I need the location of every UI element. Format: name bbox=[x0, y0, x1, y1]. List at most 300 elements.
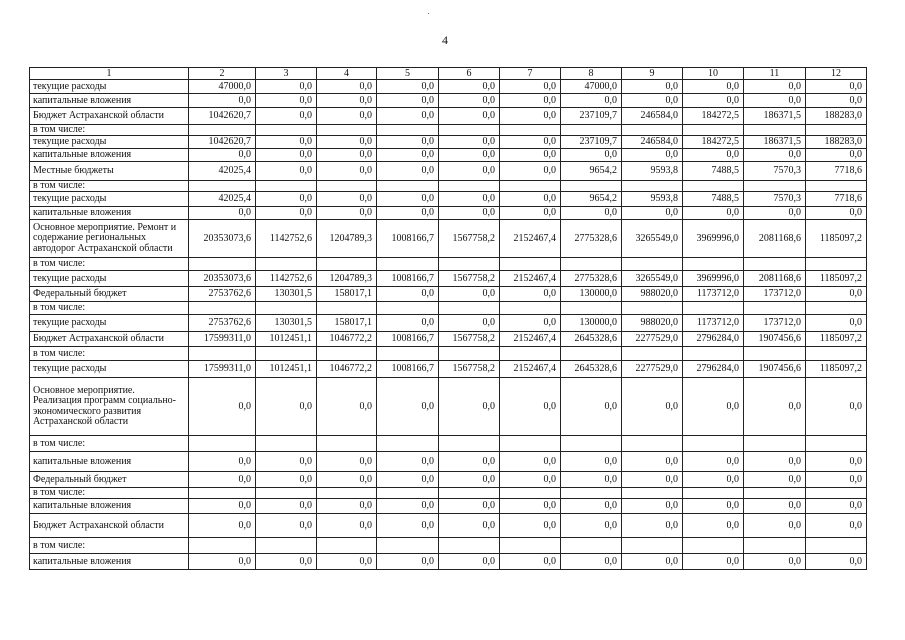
table-cell bbox=[500, 347, 561, 361]
table-cell bbox=[622, 302, 683, 315]
table-row bbox=[30, 361, 867, 378]
row-label: в том числе: bbox=[30, 436, 189, 452]
table-cell: 0,0 bbox=[439, 80, 500, 94]
table-row bbox=[30, 271, 867, 287]
table-cell: 0,0 bbox=[317, 192, 377, 207]
table-cell: 0,0 bbox=[500, 80, 561, 94]
table-cell: 186371,5 bbox=[744, 108, 806, 125]
table-cell: 188283,0 bbox=[806, 108, 867, 125]
table-cell: 3969996,0 bbox=[683, 220, 744, 258]
table-cell: 0,0 bbox=[439, 94, 500, 108]
table-cell: 0,0 bbox=[500, 554, 561, 570]
table-cell: 0,0 bbox=[377, 472, 439, 488]
table-cell: 3969996,0 bbox=[683, 271, 744, 287]
table-cell bbox=[683, 488, 744, 499]
table-cell: 0,0 bbox=[500, 499, 561, 514]
table-cell: 1008166,7 bbox=[377, 220, 439, 258]
table-cell bbox=[683, 302, 744, 315]
table-cell: 1142752,6 bbox=[256, 271, 317, 287]
table-cell: 1567758,2 bbox=[439, 220, 500, 258]
table-cell: 2081168,6 bbox=[744, 271, 806, 287]
table-cell bbox=[744, 538, 806, 554]
table-cell: 0,0 bbox=[317, 207, 377, 220]
row-label: текущие расходы bbox=[30, 315, 189, 332]
table-cell: 1173712,0 bbox=[683, 315, 744, 332]
budget-table bbox=[29, 67, 867, 570]
row-label: капитальные вложения bbox=[30, 452, 189, 472]
table-cell: 2152467,4 bbox=[500, 271, 561, 287]
table-cell: 2645328,6 bbox=[561, 332, 622, 347]
row-label: Основное мероприятие. Реализация программ социально-экономического развития Астраханской области bbox=[30, 378, 189, 436]
table-cell: 0,0 bbox=[500, 149, 561, 162]
table-cell bbox=[317, 436, 377, 452]
table-cell: 0,0 bbox=[317, 80, 377, 94]
table-cell: 0,0 bbox=[377, 287, 439, 302]
table-cell: 0,0 bbox=[317, 136, 377, 149]
table-cell bbox=[439, 181, 500, 192]
table-cell: 0,0 bbox=[439, 149, 500, 162]
table-cell: 0,0 bbox=[256, 207, 317, 220]
table-cell bbox=[683, 181, 744, 192]
table-cell bbox=[377, 302, 439, 315]
row-label: Местные бюджеты bbox=[30, 162, 189, 181]
table-cell bbox=[439, 538, 500, 554]
row-label: Бюджет Астраханской области bbox=[30, 514, 189, 538]
table-row bbox=[30, 332, 867, 347]
table-cell: 0,0 bbox=[377, 149, 439, 162]
table-cell: 2277529,0 bbox=[622, 361, 683, 378]
table-cell bbox=[561, 302, 622, 315]
table-cell: 184272,5 bbox=[683, 108, 744, 125]
table-cell: 42025,4 bbox=[189, 192, 256, 207]
row-label: в том числе: bbox=[30, 302, 189, 315]
table-cell: 2775328,6 bbox=[561, 271, 622, 287]
table-cell: 184272,5 bbox=[683, 136, 744, 149]
table-cell: 0,0 bbox=[561, 149, 622, 162]
table-cell: 1567758,2 bbox=[439, 332, 500, 347]
table-cell: 0,0 bbox=[622, 514, 683, 538]
table-cell: 1173712,0 bbox=[683, 287, 744, 302]
table-cell bbox=[744, 181, 806, 192]
table-cell: 173712,0 bbox=[744, 287, 806, 302]
table-cell: 2645328,6 bbox=[561, 361, 622, 378]
table-cell: 1567758,2 bbox=[439, 361, 500, 378]
table-cell: 0,0 bbox=[189, 452, 256, 472]
table-cell bbox=[377, 488, 439, 499]
table-cell: 0,0 bbox=[317, 94, 377, 108]
table-cell bbox=[377, 347, 439, 361]
table-cell: 0,0 bbox=[561, 499, 622, 514]
table-cell: 0,0 bbox=[744, 207, 806, 220]
table-cell bbox=[317, 538, 377, 554]
table-cell: 0,0 bbox=[256, 108, 317, 125]
scan-speck bbox=[428, 13, 429, 14]
row-label: Федеральный бюджет bbox=[30, 287, 189, 302]
table-cell: 0,0 bbox=[561, 554, 622, 570]
table-cell bbox=[806, 125, 867, 136]
table-cell: 1142752,6 bbox=[256, 220, 317, 258]
table-cell: 0,0 bbox=[744, 472, 806, 488]
column-header-4: 4 bbox=[317, 68, 377, 80]
table-cell: 7718,6 bbox=[806, 162, 867, 181]
table-cell: 7718,6 bbox=[806, 192, 867, 207]
row-label: в том числе: bbox=[30, 125, 189, 136]
table-cell: 0,0 bbox=[744, 554, 806, 570]
table-cell: 2081168,6 bbox=[744, 220, 806, 258]
table-cell: 1042620,7 bbox=[189, 136, 256, 149]
table-cell: 0,0 bbox=[806, 499, 867, 514]
table-cell bbox=[377, 538, 439, 554]
row-label: текущие расходы bbox=[30, 80, 189, 94]
table-cell: 237109,7 bbox=[561, 108, 622, 125]
table-cell: 0,0 bbox=[377, 514, 439, 538]
table-cell bbox=[744, 125, 806, 136]
table-cell: 1204789,3 bbox=[317, 220, 377, 258]
table-cell bbox=[256, 181, 317, 192]
table-cell bbox=[256, 125, 317, 136]
table-cell bbox=[317, 125, 377, 136]
table-cell: 0,0 bbox=[561, 514, 622, 538]
table-cell: 1046772,2 bbox=[317, 361, 377, 378]
row-label: текущие расходы bbox=[30, 136, 189, 149]
table-cell: 1008166,7 bbox=[377, 361, 439, 378]
table-cell bbox=[561, 258, 622, 271]
table-cell: 0,0 bbox=[744, 378, 806, 436]
table-cell bbox=[744, 488, 806, 499]
table-cell: 0,0 bbox=[256, 136, 317, 149]
table-cell: 0,0 bbox=[500, 452, 561, 472]
table-cell: 0,0 bbox=[561, 207, 622, 220]
row-label: Федеральный бюджет bbox=[30, 472, 189, 488]
table-cell: 9593,8 bbox=[622, 162, 683, 181]
table-cell: 0,0 bbox=[439, 136, 500, 149]
row-label: текущие расходы bbox=[30, 361, 189, 378]
table-cell: 1042620,7 bbox=[189, 108, 256, 125]
table-cell: 0,0 bbox=[439, 287, 500, 302]
table-cell: 0,0 bbox=[439, 192, 500, 207]
table-cell: 9654,2 bbox=[561, 192, 622, 207]
table-row bbox=[30, 499, 867, 514]
table-cell: 0,0 bbox=[256, 94, 317, 108]
table-cell: 0,0 bbox=[189, 554, 256, 570]
table-cell: 0,0 bbox=[744, 80, 806, 94]
table-cell: 0,0 bbox=[806, 94, 867, 108]
table-cell bbox=[500, 488, 561, 499]
table-cell: 7488,5 bbox=[683, 162, 744, 181]
table-row bbox=[30, 315, 867, 332]
table-row bbox=[30, 108, 867, 125]
table-cell bbox=[622, 488, 683, 499]
column-header-3: 3 bbox=[256, 68, 317, 80]
table-cell: 0,0 bbox=[317, 554, 377, 570]
table-cell: 0,0 bbox=[561, 472, 622, 488]
table-cell: 0,0 bbox=[683, 94, 744, 108]
table-cell: 0,0 bbox=[561, 378, 622, 436]
table-cell: 0,0 bbox=[500, 287, 561, 302]
table-cell: 2152467,4 bbox=[500, 361, 561, 378]
table-row bbox=[30, 220, 867, 258]
table-cell: 1185097,2 bbox=[806, 271, 867, 287]
row-label: текущие расходы bbox=[30, 271, 189, 287]
table-cell: 0,0 bbox=[500, 94, 561, 108]
table-cell bbox=[256, 538, 317, 554]
table-cell: 0,0 bbox=[500, 472, 561, 488]
table-cell: 1907456,6 bbox=[744, 332, 806, 347]
column-header-5: 5 bbox=[377, 68, 439, 80]
table-cell bbox=[744, 302, 806, 315]
table-cell: 1204789,3 bbox=[317, 271, 377, 287]
table-cell: 0,0 bbox=[317, 472, 377, 488]
table-cell: 0,0 bbox=[377, 554, 439, 570]
table-cell bbox=[561, 181, 622, 192]
table-cell bbox=[683, 347, 744, 361]
table-cell: 0,0 bbox=[256, 192, 317, 207]
table-cell: 0,0 bbox=[377, 452, 439, 472]
table-cell bbox=[744, 436, 806, 452]
table-row bbox=[30, 554, 867, 570]
table-cell: 0,0 bbox=[317, 499, 377, 514]
table-row bbox=[30, 472, 867, 488]
table-cell bbox=[317, 488, 377, 499]
table-cell: 0,0 bbox=[683, 80, 744, 94]
table-cell bbox=[256, 436, 317, 452]
table-cell bbox=[500, 302, 561, 315]
table-cell bbox=[377, 181, 439, 192]
table-cell: 173712,0 bbox=[744, 315, 806, 332]
table-cell: 0,0 bbox=[377, 207, 439, 220]
table-cell: 0,0 bbox=[256, 452, 317, 472]
table-cell: 9654,2 bbox=[561, 162, 622, 181]
table-cell bbox=[683, 258, 744, 271]
table-cell: 2152467,4 bbox=[500, 332, 561, 347]
table-cell: 0,0 bbox=[744, 514, 806, 538]
column-header-10: 10 bbox=[683, 68, 744, 80]
table-cell: 0,0 bbox=[806, 149, 867, 162]
table-cell: 0,0 bbox=[744, 452, 806, 472]
table-cell bbox=[500, 538, 561, 554]
table-cell: 0,0 bbox=[317, 378, 377, 436]
table-cell: 246584,0 bbox=[622, 136, 683, 149]
table-cell: 1008166,7 bbox=[377, 271, 439, 287]
table-cell bbox=[806, 347, 867, 361]
table-cell: 1012451,1 bbox=[256, 361, 317, 378]
table-cell: 0,0 bbox=[377, 499, 439, 514]
table-cell: 1185097,2 bbox=[806, 332, 867, 347]
table-cell: 20353073,6 bbox=[189, 271, 256, 287]
table-cell: 47000,0 bbox=[561, 80, 622, 94]
column-header-1: 1 bbox=[30, 68, 189, 80]
table-cell bbox=[622, 181, 683, 192]
column-header-11: 11 bbox=[744, 68, 806, 80]
table-cell: 0,0 bbox=[500, 108, 561, 125]
table-cell bbox=[439, 436, 500, 452]
table-cell: 130000,0 bbox=[561, 287, 622, 302]
table-cell: 2753762,6 bbox=[189, 287, 256, 302]
table-cell: 0,0 bbox=[189, 378, 256, 436]
table-cell: 1907456,6 bbox=[744, 361, 806, 378]
table-cell bbox=[256, 258, 317, 271]
table-cell: 2277529,0 bbox=[622, 332, 683, 347]
table-cell: 0,0 bbox=[683, 554, 744, 570]
table-cell: 0,0 bbox=[561, 452, 622, 472]
table-cell: 0,0 bbox=[439, 514, 500, 538]
table-cell bbox=[189, 181, 256, 192]
table-cell: 0,0 bbox=[622, 499, 683, 514]
table-cell: 130301,5 bbox=[256, 287, 317, 302]
table-cell: 0,0 bbox=[683, 149, 744, 162]
table-cell: 0,0 bbox=[500, 378, 561, 436]
table-cell: 0,0 bbox=[806, 472, 867, 488]
table-cell: 0,0 bbox=[500, 192, 561, 207]
table-row bbox=[30, 436, 867, 452]
table-cell: 0,0 bbox=[317, 108, 377, 125]
table-cell bbox=[622, 436, 683, 452]
table-cell bbox=[744, 258, 806, 271]
table-cell: 1567758,2 bbox=[439, 271, 500, 287]
table-cell: 988020,0 bbox=[622, 287, 683, 302]
table-cell: 0,0 bbox=[500, 315, 561, 332]
table-row bbox=[30, 80, 867, 94]
column-header-2: 2 bbox=[189, 68, 256, 80]
table-cell: 0,0 bbox=[744, 149, 806, 162]
table-cell: 237109,7 bbox=[561, 136, 622, 149]
table-cell: 0,0 bbox=[500, 162, 561, 181]
table-cell: 0,0 bbox=[500, 207, 561, 220]
table-row bbox=[30, 538, 867, 554]
table-cell: 0,0 bbox=[622, 80, 683, 94]
table-cell: 0,0 bbox=[622, 554, 683, 570]
table-cell: 1185097,2 bbox=[806, 361, 867, 378]
table-cell bbox=[806, 258, 867, 271]
table-cell: 0,0 bbox=[317, 514, 377, 538]
table-cell: 0,0 bbox=[256, 472, 317, 488]
table-cell: 0,0 bbox=[377, 315, 439, 332]
table-cell bbox=[439, 258, 500, 271]
table-cell bbox=[806, 436, 867, 452]
table-cell: 0,0 bbox=[377, 136, 439, 149]
table-cell: 0,0 bbox=[683, 207, 744, 220]
table-cell: 47000,0 bbox=[189, 80, 256, 94]
table-cell: 246584,0 bbox=[622, 108, 683, 125]
table-cell: 20353073,6 bbox=[189, 220, 256, 258]
table-row bbox=[30, 125, 867, 136]
table-cell: 0,0 bbox=[439, 162, 500, 181]
row-label: в том числе: bbox=[30, 181, 189, 192]
row-label: Основное мероприятие. Ремонт и содержание регионaльных автодорог Астраханской области bbox=[30, 220, 189, 258]
table-cell: 0,0 bbox=[806, 452, 867, 472]
table-cell: 0,0 bbox=[317, 452, 377, 472]
table-cell: 0,0 bbox=[439, 315, 500, 332]
table-cell bbox=[317, 302, 377, 315]
table-cell: 1185097,2 bbox=[806, 220, 867, 258]
table-cell: 0,0 bbox=[256, 149, 317, 162]
table-cell bbox=[439, 125, 500, 136]
table-cell: 0,0 bbox=[622, 207, 683, 220]
table-cell: 0,0 bbox=[377, 108, 439, 125]
table-row bbox=[30, 94, 867, 108]
table-cell bbox=[683, 436, 744, 452]
table-cell: 0,0 bbox=[683, 499, 744, 514]
table-cell bbox=[377, 258, 439, 271]
row-label: в том числе: bbox=[30, 538, 189, 554]
table-cell bbox=[500, 258, 561, 271]
table-cell bbox=[622, 258, 683, 271]
table-cell bbox=[439, 347, 500, 361]
table-row bbox=[30, 347, 867, 361]
column-header-8: 8 bbox=[561, 68, 622, 80]
table-cell bbox=[439, 302, 500, 315]
table-cell: 1012451,1 bbox=[256, 332, 317, 347]
table-row bbox=[30, 136, 867, 149]
table-cell: 0,0 bbox=[439, 499, 500, 514]
table-cell: 2796284,0 bbox=[683, 361, 744, 378]
row-label: текущие расходы bbox=[30, 192, 189, 207]
table-cell bbox=[256, 302, 317, 315]
table-cell: 0,0 bbox=[377, 378, 439, 436]
table-cell: 158017,1 bbox=[317, 287, 377, 302]
table-cell: 188283,0 bbox=[806, 136, 867, 149]
table-cell: 0,0 bbox=[500, 136, 561, 149]
column-header-6: 6 bbox=[439, 68, 500, 80]
table-cell: 0,0 bbox=[622, 94, 683, 108]
table-row bbox=[30, 181, 867, 192]
table-cell bbox=[500, 436, 561, 452]
table-cell bbox=[317, 181, 377, 192]
table-cell: 0,0 bbox=[189, 149, 256, 162]
table-cell bbox=[377, 125, 439, 136]
table-cell bbox=[744, 347, 806, 361]
table-cell bbox=[806, 181, 867, 192]
table-cell: 1008166,7 bbox=[377, 332, 439, 347]
table-cell: 0,0 bbox=[439, 378, 500, 436]
table-cell bbox=[189, 125, 256, 136]
table-cell: 7570,3 bbox=[744, 192, 806, 207]
table-cell: 0,0 bbox=[189, 472, 256, 488]
table-cell: 3265549,0 bbox=[622, 220, 683, 258]
table-cell: 0,0 bbox=[744, 94, 806, 108]
column-header-9: 9 bbox=[622, 68, 683, 80]
table-cell: 0,0 bbox=[189, 499, 256, 514]
table-cell: 0,0 bbox=[806, 378, 867, 436]
table-cell: 2152467,4 bbox=[500, 220, 561, 258]
table-cell: 7570,3 bbox=[744, 162, 806, 181]
table-cell: 0,0 bbox=[622, 452, 683, 472]
table-cell: 0,0 bbox=[256, 162, 317, 181]
table-cell: 0,0 bbox=[256, 554, 317, 570]
table-row bbox=[30, 149, 867, 162]
table-cell: 17599311,0 bbox=[189, 332, 256, 347]
table-cell: 988020,0 bbox=[622, 315, 683, 332]
table-cell bbox=[189, 538, 256, 554]
row-label: капитальные вложения bbox=[30, 499, 189, 514]
table-cell bbox=[683, 538, 744, 554]
table-cell bbox=[189, 347, 256, 361]
row-label: Бюджет Астраханской области bbox=[30, 332, 189, 347]
table-cell bbox=[622, 347, 683, 361]
table-cell bbox=[500, 125, 561, 136]
table-cell: 0,0 bbox=[683, 378, 744, 436]
table-cell: 130000,0 bbox=[561, 315, 622, 332]
table-cell bbox=[561, 125, 622, 136]
table-cell: 1046772,2 bbox=[317, 332, 377, 347]
table-cell bbox=[683, 125, 744, 136]
table-cell: 0,0 bbox=[561, 94, 622, 108]
table-cell bbox=[561, 538, 622, 554]
table-cell bbox=[189, 488, 256, 499]
table-cell: 0,0 bbox=[439, 108, 500, 125]
table-cell: 0,0 bbox=[806, 207, 867, 220]
table-cell: 0,0 bbox=[377, 80, 439, 94]
